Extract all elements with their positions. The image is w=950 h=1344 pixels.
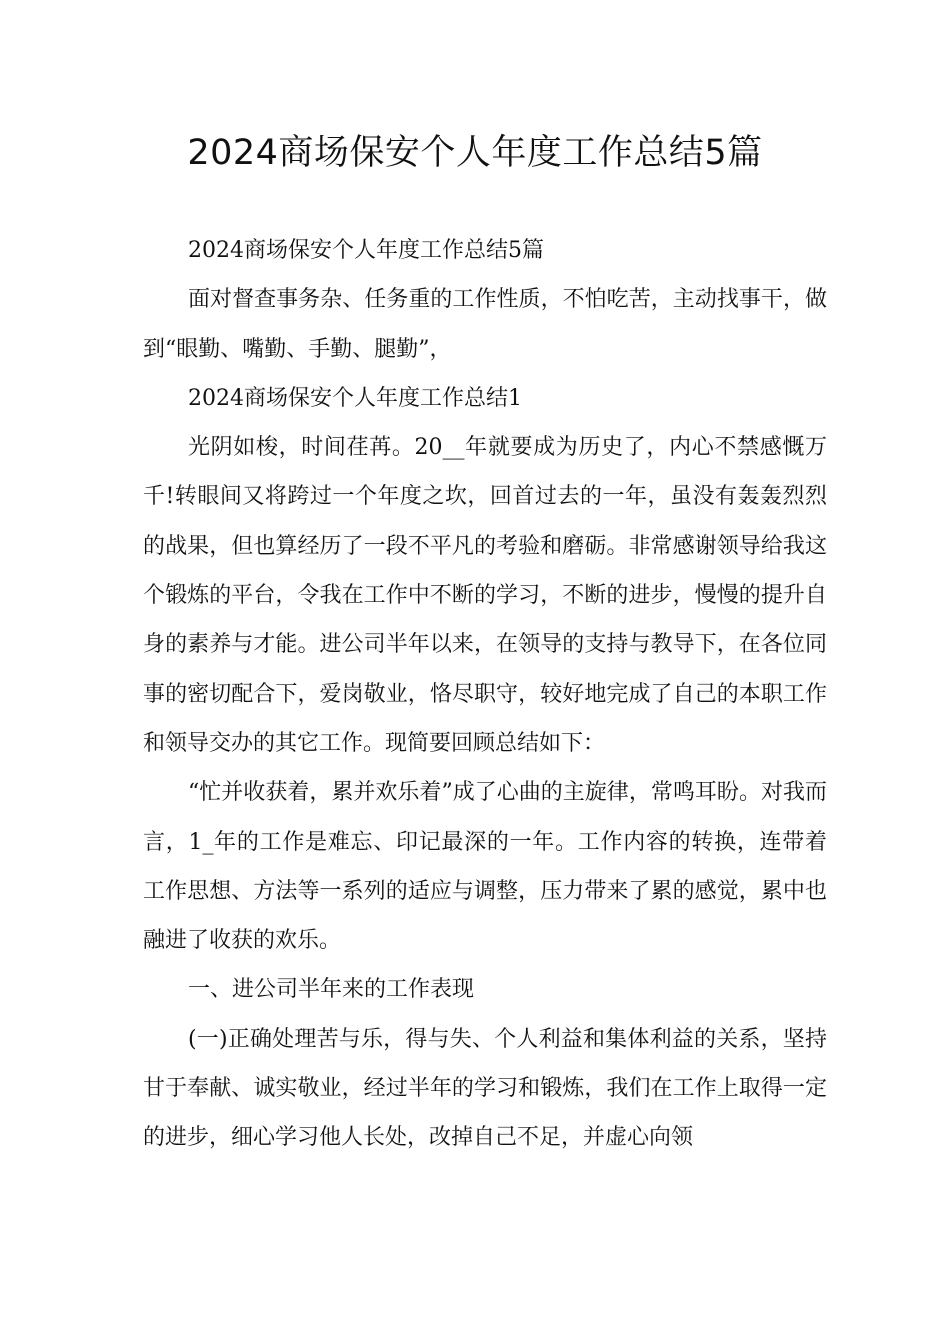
paragraph-section-heading: 2024商场保安个人年度工作总结1 — [188, 385, 522, 411]
paragraph-body: (一)正确处理苦与乐，得与失、个人利益和集体利益的关系，坚持甘于奉献、诚实敬业，经过半年的学习和锻炼，我们在工作上取得一定的进步，细心学习他人长处，改掉自己不足，并虚心向领 — [143, 1026, 827, 1151]
paragraph-body: “忙并收获着，累并欢乐着”成了心曲的主旋律，常鸣耳盼。对我而言，1_年的工作是难忘、印记最深的一年。工作内容的转换，连带着工作思想、方法等一系列的适应与调整，压力带来了累的感觉，累中也融进了收获的欢乐。 — [143, 780, 827, 954]
paragraph-heading: 一、进公司半年来的工作表现 — [188, 977, 475, 1003]
document-title: 2024商场保安个人年度工作总结5篇 — [187, 133, 763, 173]
paragraph-intro: 面对督查事务杂、任务重的工作性质，不怕吃苦，主动找事干，做到“眼勤、嘴勤、手勤、腿勤”， — [143, 287, 827, 362]
document-body — [143, 226, 827, 1163]
paragraph-body: 光阴如梭，时间荏苒。20__年就要成为历史了，内心不禁感慨万千!转眼间又将跨过一个年度之坎，回首过去的一年，虽没有轰轰烈烈的战果，但也算经历了一段不平凡的考验和磨砺。非常感谢领导给我这个锻炼的平台，令我在工作中不断的学习，不断的进步，慢慢的提升自身的素养与才能。进公司半年以来，在领导的支持与教导下，在各位同事的密切配合下，爱岗敬业，恪尽职守，较好地完成了自己的本职工作和领导交办的其它工作。现简要回顾总结如下： — [143, 435, 827, 756]
paragraph-subtitle: 2024商场保安个人年度工作总结5篇 — [188, 238, 544, 263]
